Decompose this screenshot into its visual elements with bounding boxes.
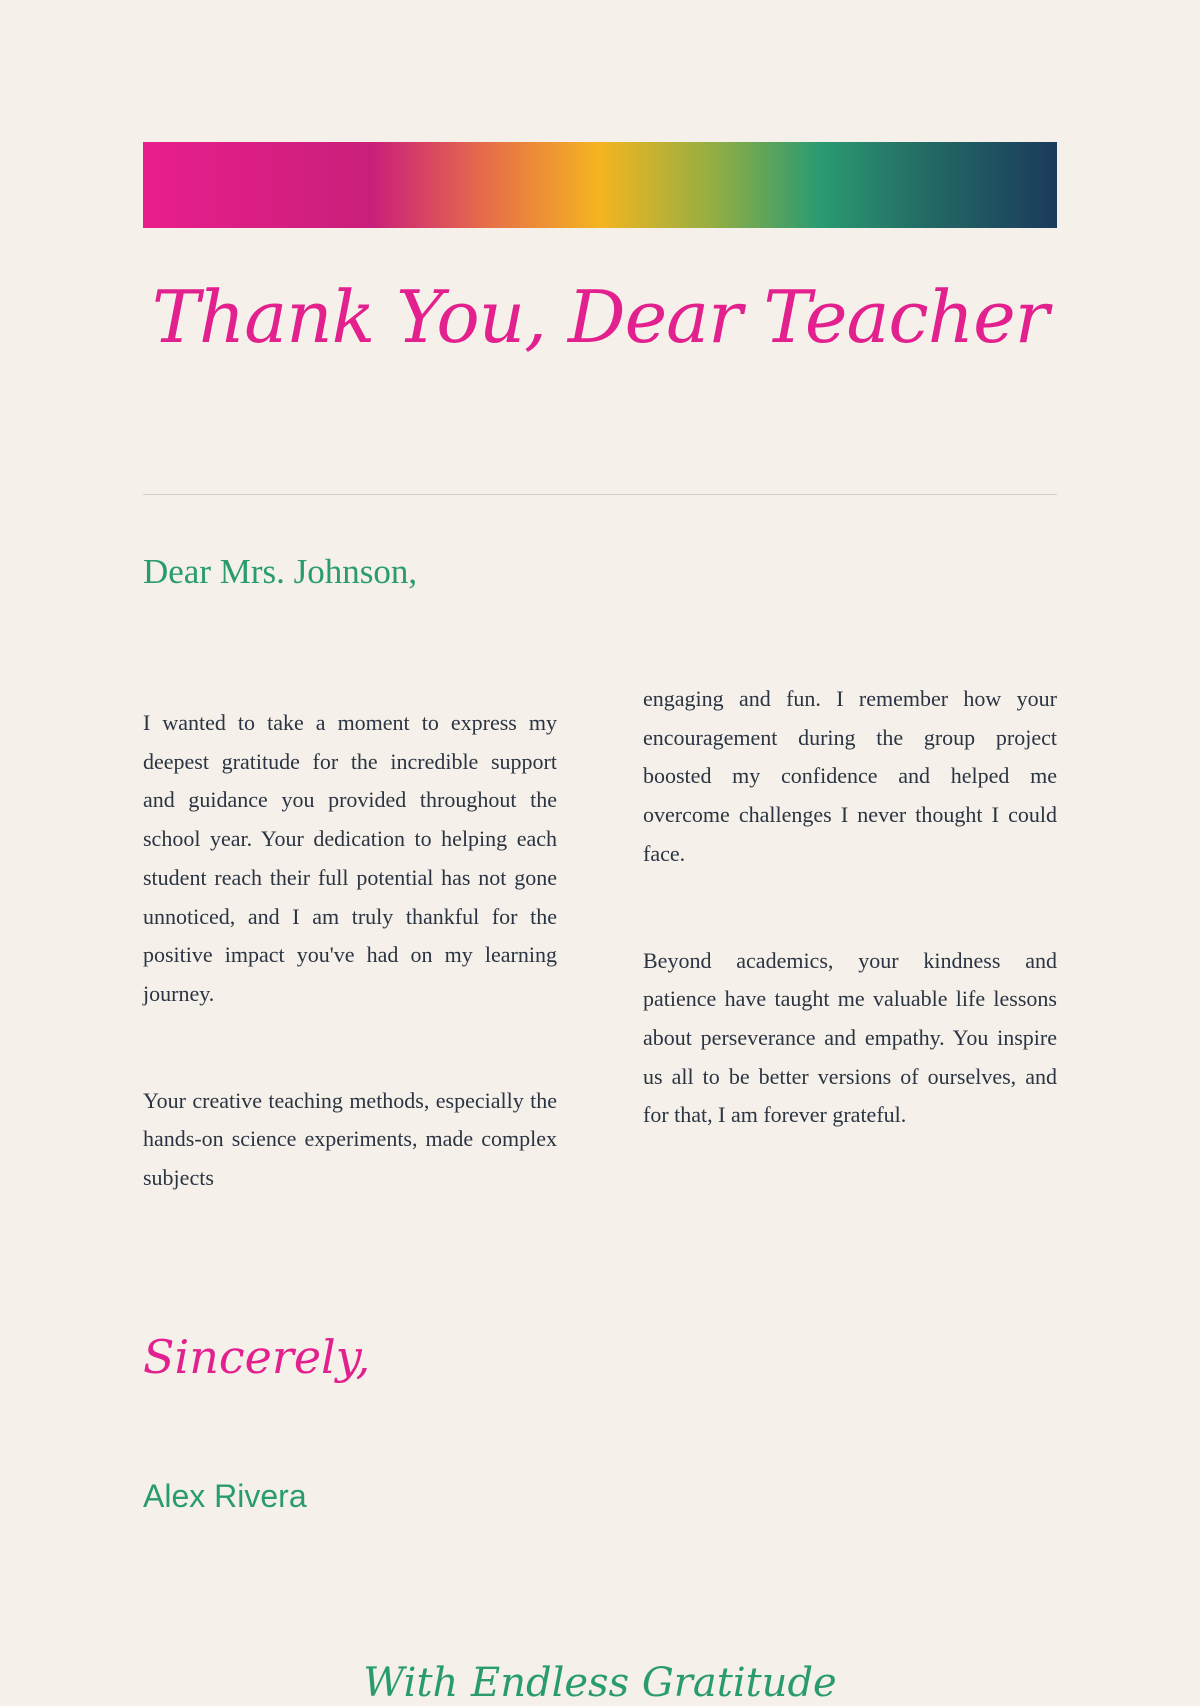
divider (143, 494, 1057, 495)
letter-page (143, 0, 1057, 1706)
letter-signature: Alex Rivera (143, 1478, 307, 1514)
body-paragraph-3: Beyond academics, your kindness and patience have taught me valuable life lessons about perseverance and empathy. You inspire us all to be better versions of ourselves, and for that, I am forever grateful. (643, 947, 1057, 1128)
footer-note: With Endless Gratitude (363, 1660, 837, 1706)
paragraph-spacer (643, 874, 1057, 942)
letter-title: Thank You, Dear Teacher (151, 275, 1049, 359)
letter-closing: Sincerely, (143, 1330, 371, 1384)
letter-body-left-column (143, 704, 557, 1198)
paragraph-spacer (143, 1014, 557, 1082)
letter-body-right-column (643, 680, 1057, 1135)
body-paragraph-1: I wanted to take a moment to express my deepest gratitude for the incredible support and guidance you provided throughout the school year. Your dedication to helping each student reach their full potential has not gone unnoticed, and I am truly thankful for the positive impact you've had on my learning journey. (143, 710, 557, 1006)
gradient-banner (143, 142, 1057, 228)
body-paragraph-2-continued: engaging and fun. I remember how your encouragement during the group project boosted my confidence and helped me overcome challenges I never thought I could face. (643, 686, 1057, 866)
letter-greeting: Dear Mrs. Johnson, (143, 552, 418, 591)
body-paragraph-2: Your creative teaching methods, especially the hands-on science experiments, made complex subjects (143, 1087, 557, 1191)
